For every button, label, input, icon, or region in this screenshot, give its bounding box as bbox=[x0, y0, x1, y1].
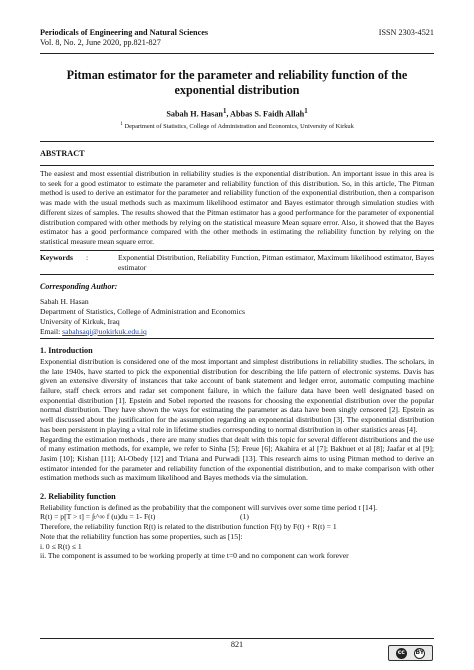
intro-paragraph-2: Regarding the estimation methods , there are many studies that dealt with this topic for several different distributions and the use of many estimation methods, for example, we refer to Sinha [5]; Freue [6]; Akahira et al [7]; Bakhuet et al [8]; Jaafar et al [9]; Jasim [10]; Kishan [11]; Al-Obedy [12] and Triana and Purwadi [13]. This research aims to using Pitman method to derive an estimator intended for the parameter and reliability function of the exponential distribution, and to make comparison with other estimation methods such as maximum likelihood and Bayes methods via the simulation. bbox=[40, 434, 434, 483]
journal-name: Periodicals of Engineering and Natural Sciences bbox=[40, 28, 209, 37]
footer-rule bbox=[40, 638, 434, 639]
journal-volume: Vol. 8, No. 2, June 2020, pp.821-827 bbox=[40, 38, 161, 48]
cc-icon: cc bbox=[396, 648, 407, 659]
corresponding-univ: University of Kirkuk, Iraq bbox=[40, 316, 120, 326]
author-2-affil-mark: 1 bbox=[304, 108, 308, 115]
corresponding-dept: Department of Statistics, College of Administration and Economics bbox=[40, 307, 245, 317]
author-1-affil-mark: 1 bbox=[222, 108, 227, 115]
running-header bbox=[40, 28, 434, 49]
equation-1-number: (1) bbox=[240, 512, 249, 522]
reliability-line-2: Therefore, the reliability function R(t) is related to the distribution function F(t) by F(t) + R(t) = 1 bbox=[40, 522, 337, 532]
equation-1 bbox=[40, 512, 434, 522]
abstract-top-rule bbox=[40, 141, 434, 142]
affiliation bbox=[40, 121, 434, 131]
intro-heading: 1. Introduction bbox=[40, 346, 93, 356]
keywords-label-text: Keywords bbox=[40, 252, 73, 262]
abstract-heading-rule bbox=[40, 165, 434, 166]
corresponding-bottom-rule bbox=[40, 338, 434, 339]
corresponding-name: Sabah H. Hasan bbox=[40, 297, 89, 307]
reliability-line-4: i. 0 ≤ R(t) ≤ 1 bbox=[40, 541, 82, 551]
affiliation-mark: 1 bbox=[120, 121, 123, 128]
author-2: , Abbas S. Faidh Allah bbox=[226, 109, 305, 119]
keywords-bottom-rule bbox=[40, 274, 434, 275]
abstract-text: The easiest and most essential distribution in reliability studies is the exponential distribution. An important issue in this area is to seek for a good estimator to estimate the parameter and reliability function of this distribution. So, in this article, The Pitman method is used to derive an estimator for the parameter and reliability function of the exponential distribution, then a comparison was made with the usual methods such as maximum likelihood estimator and Bayes estimator through simulation studies with different sizes of samples. The results showed that the Pitman estimator has a good performance for the parameter of exponential distribution compared with other methods by relying on the statistical measure Mean square error. Also, it showed that the Bayes estimator has a good performance compared with the other methods in estimating the reliability function by relying on the statistical measure mean square error. bbox=[40, 169, 434, 247]
page-number: 821 bbox=[230, 640, 244, 649]
by-icon: BY bbox=[414, 648, 425, 659]
author-1: Sabah H. Hasan bbox=[166, 109, 223, 119]
keywords-text: Exponential Distribution, Reliability Function, Pitman estimator, Maximum likelihood estimator, Bayes estimator bbox=[118, 252, 434, 272]
affiliation-text: Department of Statistics, College of Administration and Economics, University of Kirkuk bbox=[122, 123, 354, 131]
journal-issn: ISSN 2303-4521 bbox=[378, 28, 434, 37]
reliability-heading: 2. Reliability function bbox=[40, 492, 116, 502]
paper-title bbox=[40, 68, 434, 99]
author-list bbox=[40, 108, 434, 120]
paper-title-line-2: exponential distribution bbox=[174, 82, 300, 97]
keywords-top-rule bbox=[40, 250, 434, 251]
reliability-line-1: Reliability function is defined as the probability that the component will survives over some time period t [14]. bbox=[40, 502, 378, 512]
equation-1-body: R(t) = p[T > t] = ∫ₜ^∞ f (u)du = 1- F(t) bbox=[40, 512, 156, 522]
abstract-heading: ABSTRACT bbox=[40, 148, 85, 158]
keywords-row bbox=[40, 253, 434, 272]
corresponding-author-heading: Corresponding Author: bbox=[40, 282, 118, 292]
email-label: Email: bbox=[40, 326, 63, 336]
intro-paragraph-1: Exponential distribution is considered one of the most important and simplest distributions in reliability studies. The scholars, in the late 1940s, have started to pick the exponential distribution for describing the life pattern of electronic systems. Davis has given an extensive diversity of instances that take account of bank statement and ledger error, automatic computing machine failure, staff check errors and radar set component failure, in which the failure data have been well designated based on exponential distribution [1]. Epstein and Sobel reported the reasons for choosing the exponential distribution over the popular normal distribution. They have shown the ways for estimating the parameter as data have been singly censored [2]. Epstein as well discussed about the justification for the assumption regarding an exponential distribution [3]. The exponential distribution has been persistent in playing a vital role in lifetime studies corresponding to normal distribution in other statistics areas [4]. bbox=[40, 356, 434, 434]
corresponding-email-line bbox=[40, 327, 434, 337]
cc-by-license-badge bbox=[388, 645, 433, 661]
reliability-line-3: Note that the reliability function has some properties, such as [15]: bbox=[40, 531, 243, 541]
email-link[interactable]: sabahsaqi@uokirkuk.edu.iq bbox=[62, 326, 147, 336]
keywords-label bbox=[40, 253, 86, 272]
corresponding-author-block bbox=[40, 282, 434, 336]
paper-title-line-1: Pitman estimator for the parameter and reliability function of the bbox=[66, 67, 408, 82]
header-rule bbox=[40, 53, 434, 54]
reliability-line-5: ii. The component is assumed to be working properly at time t=0 and no component can work forever bbox=[40, 551, 349, 561]
keywords-colon: : bbox=[86, 252, 89, 262]
